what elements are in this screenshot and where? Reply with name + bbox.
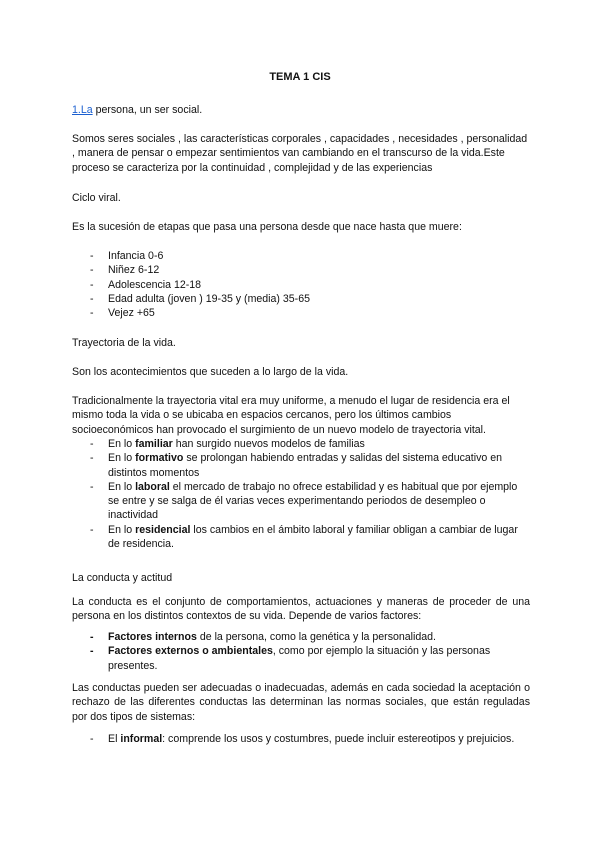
systems-list xyxy=(90,732,530,746)
document-title: TEMA 1 CIS xyxy=(269,71,331,83)
list-item: - Factores externos o ambientales, como por ejemplo la situación y las personas presentes. xyxy=(90,644,530,673)
conducta-paragraph: La conducta es el conjunto de comportamientos, actuaciones y maneras de proceder de una persona en los distintos contextos de su vida. Depende de varios factores: xyxy=(72,596,530,623)
bold-term: residencial xyxy=(135,523,191,536)
ciclo-heading: Ciclo viral. xyxy=(72,192,121,204)
trayectoria-definition: Son los acontecimientos que suceden a lo largo de la vida. xyxy=(72,366,349,378)
list-item: - Vejez +65 xyxy=(90,306,530,320)
list-item: - Edad adulta (joven ) 19-35 y (media) 35-65 xyxy=(90,292,530,306)
list-item: - Factores internos de la persona, como la genética y la personalidad. xyxy=(90,630,530,644)
bold-term: formativo xyxy=(135,452,184,465)
list-item: - El informal: comprende los usos y costumbres, puede incluir estereotipos y prejuicios. xyxy=(90,732,530,746)
list-item: - Adolescencia 12-18 xyxy=(90,278,530,292)
conducta-heading: La conducta y actitud xyxy=(72,572,173,584)
trayectoria-paragraph: Tradicionalmente la trayectoria vital era muy uniforme, a menudo el lugar de residencia era el mismo toda la vida o se ubicaba en espacios cercanos, pero los últimos cambios socioeconómicos han provocado el surgimiento de un nuevo modelo de trayectoria vital. xyxy=(72,395,510,436)
list-item: - En lo laboral el mercado de trabajo no ofrece estabilidad y es habitual que por ejemplo se entre y se salga de él varias veces experimentando periodos de desempleo o inactividad xyxy=(90,480,530,523)
bold-term: Factores internos xyxy=(108,631,197,643)
section-heading-text: persona, un ser social. xyxy=(92,104,203,116)
list-item: - En lo formativo se prolongan habiendo entradas y salidas del sistema educativo en distintos momentos xyxy=(90,451,530,480)
intro-paragraph: Somos seres sociales , las características corporales , capacidades , necesidades , personalidad , manera de pensar o empezar sentimientos van cambiando en el transcurso de la vida.Este proceso se caracteriza por la continuidad , complejidad y de las experiencias xyxy=(72,133,528,174)
bold-term: laboral xyxy=(135,480,170,493)
list-item: - Niñez 6-12 xyxy=(90,263,530,277)
list-item: - En lo familiar han surgido nuevos modelos de familias xyxy=(90,437,530,451)
conductas-paragraph: Las conductas pueden ser adecuadas o inadecuadas, además en cada sociedad la aceptación o rechazo de las diferentes conductas las determinan las normas sociales, que están reguladas por dos tipos de sistemas: xyxy=(72,682,530,723)
factors-list xyxy=(90,630,530,673)
section-heading-persona xyxy=(72,103,530,117)
list-item: - Infancia 0-6 xyxy=(90,249,530,263)
ciclo-paragraph: Es la sucesión de etapas que pasa una persona desde que nace hasta que muere: xyxy=(72,221,462,233)
trajectory-list xyxy=(90,437,530,551)
bold-term: familiar xyxy=(135,438,173,450)
bold-term: informal xyxy=(120,733,163,745)
list-item: - En lo residencial los cambios en el ámbito laboral y familiar obligan a cambiar de lugar de residencia. xyxy=(90,523,530,552)
stages-list xyxy=(90,249,530,320)
section-link[interactable]: 1.La xyxy=(72,104,93,116)
trayectoria-heading: Trayectoria de la vida. xyxy=(72,337,176,349)
bold-term: Factores externos o ambientales xyxy=(108,645,273,658)
